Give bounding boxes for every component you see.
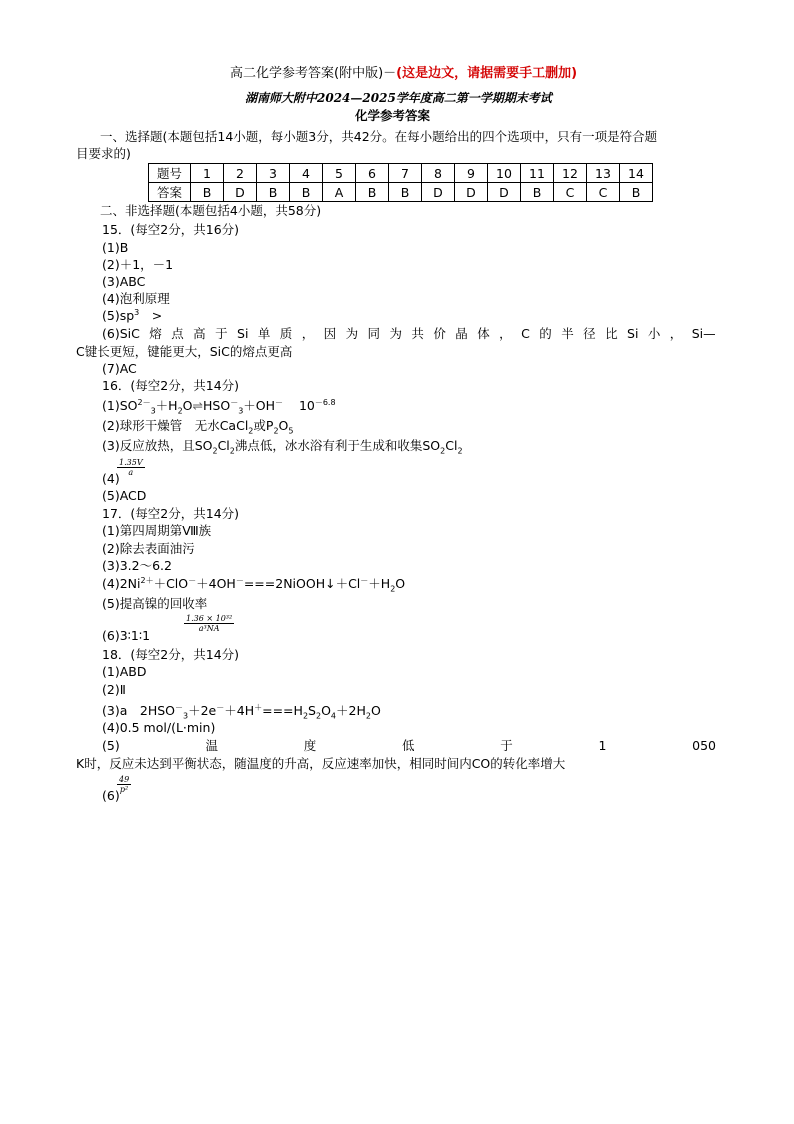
q18-answer-6-fraction: $\frac{49}{\text{p²}}$ [119,775,130,794]
q15-heading: 15．(每空2分，共16分) [102,222,240,237]
q-answer: B [191,183,224,202]
q-answer: D [422,183,455,202]
q15-answer-6-line1: (6)SiC 熔 点 高 于 Si 单 质 ， 因 为 同 为 共 价 晶 体 ， C 的 半 径 比 Si 小 ， Si— [102,326,716,341]
section1-heading: 一、选择题(本题包括14小题，每小题3分，共42分。在每小题给出的四个选项中，只有一项是符合题 [100,129,658,144]
q-answer: B [356,183,389,202]
q17-answer-3: (3)3.2～6.2 [102,558,172,573]
q17-answer-4: $(4)2Ni^{2+}+ClO^-+4OH^-===2NiOOH↓+Cl^-+H_2O$ [102,575,406,594]
answer-table-number-row [149,164,653,183]
q18-answer-6-label: (6) [102,788,120,803]
q18-answer-3: (3)a $2HSO^-_3+2e^-+4H^+===H_2S_2O_4+2H_2O$ [102,702,381,721]
q18-answer-5-line2: K时，反应未达到平衡状态，随温度的升高，反应速率加快，相同时间内CO的转化率增大 [76,756,566,771]
q16-answer-5: (5)ACD [102,488,147,503]
q-answer: B [521,183,554,202]
q-answer: B [389,183,422,202]
q15-answer-6-line2: C键长更短，键能更大，SiC的熔点更高 [76,344,293,359]
q15-answer-4: (4)泡利原理 [102,291,170,306]
q18-answer-2: (2)Ⅱ [102,682,126,697]
q17-answer-2: (2)除去表面油污 [102,541,195,556]
answer-table-answer-row [149,183,653,202]
q16-answer-4-fraction: $\frac{1.35V}{a}$ [119,458,143,477]
q-number: 14 [620,164,653,183]
q18-answer-5-line1: (5) 温 度 低 于 1 050 [102,738,716,753]
q-answer: B [620,183,653,202]
q16-answer-1: $(1)SO^{2-}_3+H_2O\rightleftharpoons HSO^-_3+OH^-$ $10^{-6.8}$ [102,397,336,416]
q18-answer-4: (4)0.5 mol/(L·min) [102,720,216,735]
q17-answer-5: (5)提高镍的回收率 [102,596,208,611]
table-label-number: 题号 [149,164,191,183]
q-number: 13 [587,164,620,183]
q17-answer-1: (1)第四周期第Ⅷ族 [102,523,212,538]
q-answer: B [257,183,290,202]
title-note: (这是边文，请据需要手工删加) [396,66,578,81]
answer-table [148,163,653,202]
q16-answer-4-label: (4) [102,471,120,486]
exam-name: 湖南师大附中2024—2025学年度高二第一学期期末考试 [245,91,552,105]
q-number: 6 [356,164,389,183]
q17-answer-6-label: (6)3∶1∶1 [102,628,151,643]
q15-answer-3: (3)ABC [102,274,146,289]
q15-answer-7: (7)AC [102,361,137,376]
q17-answer-6-fraction: $\frac{\text{1.36 × 10³²}}{\text{a³NA}}$ [186,614,233,633]
q-answer: B [290,183,323,202]
q15-answer-1: (1)B [102,240,129,255]
q-number: 9 [455,164,488,183]
q15-answer-5: $(5)sp^3$ > [102,307,163,323]
q16-heading: 16．(每空2分，共14分) [102,378,240,393]
q-number: 1 [191,164,224,183]
q18-heading: 18．(每空2分，共14分) [102,647,240,662]
document-title [230,66,577,82]
q-answer: D [224,183,257,202]
q-number: 5 [323,164,356,183]
q-number: 10 [488,164,521,183]
q-answer: A [323,183,356,202]
q-number: 3 [257,164,290,183]
q-number: 12 [554,164,587,183]
section1-heading-cont: 目要求的) [76,146,131,161]
q-number: 2 [224,164,257,183]
q-answer: C [554,183,587,202]
q-answer: C [587,183,620,202]
q-number: 11 [521,164,554,183]
q-number: 4 [290,164,323,183]
q-number: 8 [422,164,455,183]
q-answer: D [488,183,521,202]
q-number: 7 [389,164,422,183]
subtitle: 化学参考答案 [355,108,431,123]
q16-answer-2: (2)球形干燥管 无水CaCl$_2$或$P_2O_5$ [102,418,294,436]
q16-answer-3: (3)反应放热，且$SO_2Cl_2$沸点低，冰水浴有利于生成和收集$SO_2Cl_2$ [102,438,463,456]
q-answer: D [455,183,488,202]
title-main: 高二化学参考答案(附中版)－ [230,66,397,81]
table-label-answer: 答案 [149,183,191,202]
q15-answer-2: (2)＋1，－1 [102,257,174,272]
q17-heading: 17．(每空2分，共14分) [102,506,240,521]
section2-heading: 二、非选择题(本题包括4小题，共58分) [100,203,322,218]
q18-answer-1: (1)ABD [102,664,147,679]
